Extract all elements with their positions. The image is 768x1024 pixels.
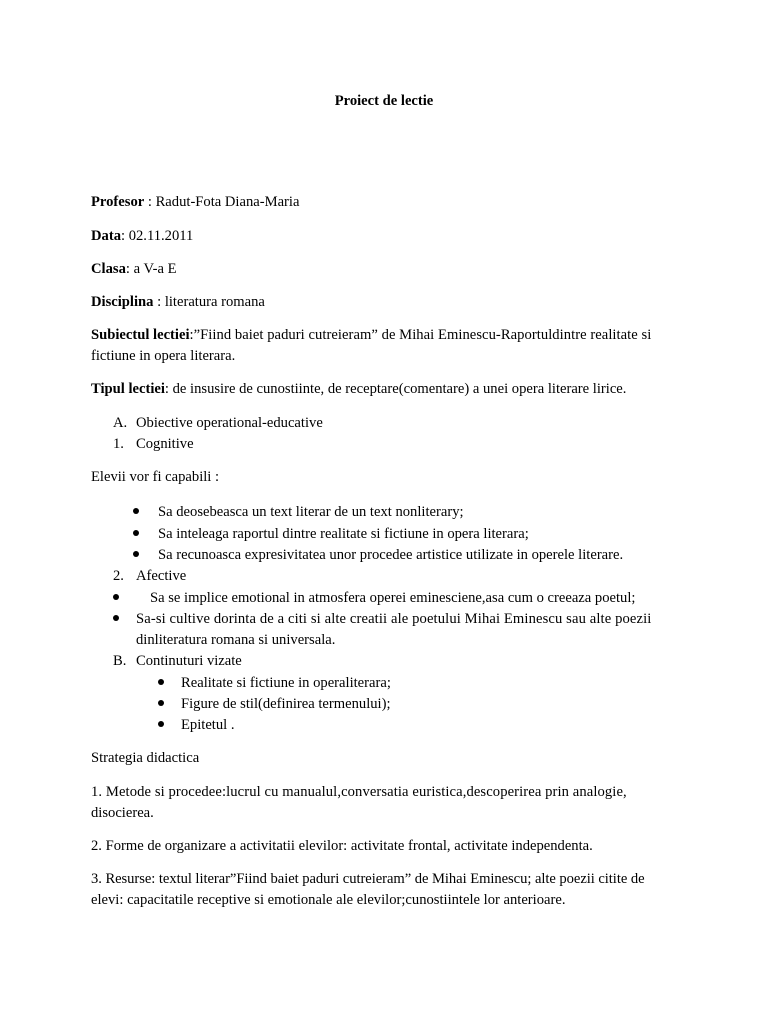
bullet-icon (113, 609, 122, 630)
clasa-label: Clasa (91, 261, 126, 277)
tipul-line (91, 379, 679, 400)
afective-item-continued: dinliteratura romana si universala. (136, 632, 336, 648)
continut-item: Figure de stil(definirea termenului); (181, 696, 391, 712)
disciplina-line (91, 292, 679, 313)
bullet-icon (133, 524, 142, 545)
elevii-line: Elevii vor fi capabili : (91, 469, 220, 485)
tipul-value: : de insusire de cunostiinte, de receptare(comentare) a unei opera literare lirice. (164, 381, 627, 397)
section-1-marker: 1. (113, 436, 124, 452)
data-sep: : (121, 228, 129, 244)
clasa-line (91, 259, 679, 280)
section-b-marker: B. (113, 653, 127, 669)
profesor-sep: : (144, 194, 156, 210)
profesor-label: Profesor (91, 194, 145, 210)
cognitive-item: Sa deosebeasca un text literar de un text nonliterary; (158, 504, 464, 520)
resurse-line-2: elevi: capacitatile receptive si emotionale ale elevilor;cunostiintele lor anterioare. (91, 892, 566, 908)
afective-item: Sa-si cultive dorinta de a citi si alte creatii ale poetului Mihai Eminescu sau alte poezii (136, 611, 652, 627)
tipul-label: Tipul lectiei (91, 381, 165, 397)
section-2-title: Afective (136, 568, 187, 584)
section-a-marker: A. (113, 415, 128, 431)
bullet-icon (158, 715, 167, 736)
data-label: Data (91, 228, 121, 244)
data-value: 02.11.2011 (128, 228, 194, 244)
bullet-icon (113, 588, 122, 609)
section-2-marker: 2. (113, 568, 124, 584)
clasa-value: a V-a E (133, 261, 177, 277)
metode-line-2: disocierea. (91, 805, 154, 821)
subiect-line-2: fictiune in opera literara. (91, 348, 236, 364)
resurse-line-1: 3. Resurse: textul literar”Fiind baiet paduri cutreieram” de Mihai Eminescu; alte poezii citite de (91, 871, 645, 887)
bullet-icon (133, 545, 142, 566)
strategia-heading: Strategia didactica (91, 750, 200, 766)
bullet-icon (158, 694, 167, 715)
disciplina-label: Disciplina (91, 294, 154, 310)
bullet-icon (133, 502, 142, 523)
data-line (91, 226, 679, 247)
clasa-sep: : (125, 261, 134, 277)
document-title: Proiect de lectie (334, 93, 434, 109)
cognitive-item: Sa recunoasca expresivitatea unor procedee artistice utilizate in operele literare. (158, 547, 624, 563)
metode-line-1: 1. Metode si procedee:lucrul cu manualul,conversatia euristica,descoperirea prin analogie, (91, 784, 627, 800)
continut-item: Epitetul . (181, 717, 235, 733)
section-1-title: Cognitive (136, 436, 194, 452)
subiect-line-1 (91, 325, 679, 346)
afective-item: Sa se implice emotional in atmosfera operei eminesciene,asa cum o creeaza poetul; (150, 590, 636, 606)
profesor-line (91, 192, 679, 213)
disciplina-value: literatura romana (164, 294, 265, 310)
continut-item: Realitate si fictiune in operaliterara; (181, 675, 391, 691)
subiect-label: Subiectul lectiei (91, 327, 190, 343)
forme-line: 2. Forme de organizare a activitatii elevilor: activitate frontal, activitate independenta. (91, 838, 593, 854)
bullet-icon (158, 673, 167, 694)
cognitive-item: Sa inteleaga raportul dintre realitate si fictiune in opera literara; (158, 526, 529, 542)
section-b-title: Continuturi vizate (136, 653, 242, 669)
disciplina-sep: : (153, 294, 165, 310)
subiect-text-1: :”Fiind baiet paduri cutreieram” de Mihai Eminescu-Raportuldintre realitate si (189, 327, 652, 343)
section-a-title: Obiective operational-educative (136, 415, 323, 431)
profesor-value: Radut-Fota Diana-Maria (155, 194, 300, 210)
